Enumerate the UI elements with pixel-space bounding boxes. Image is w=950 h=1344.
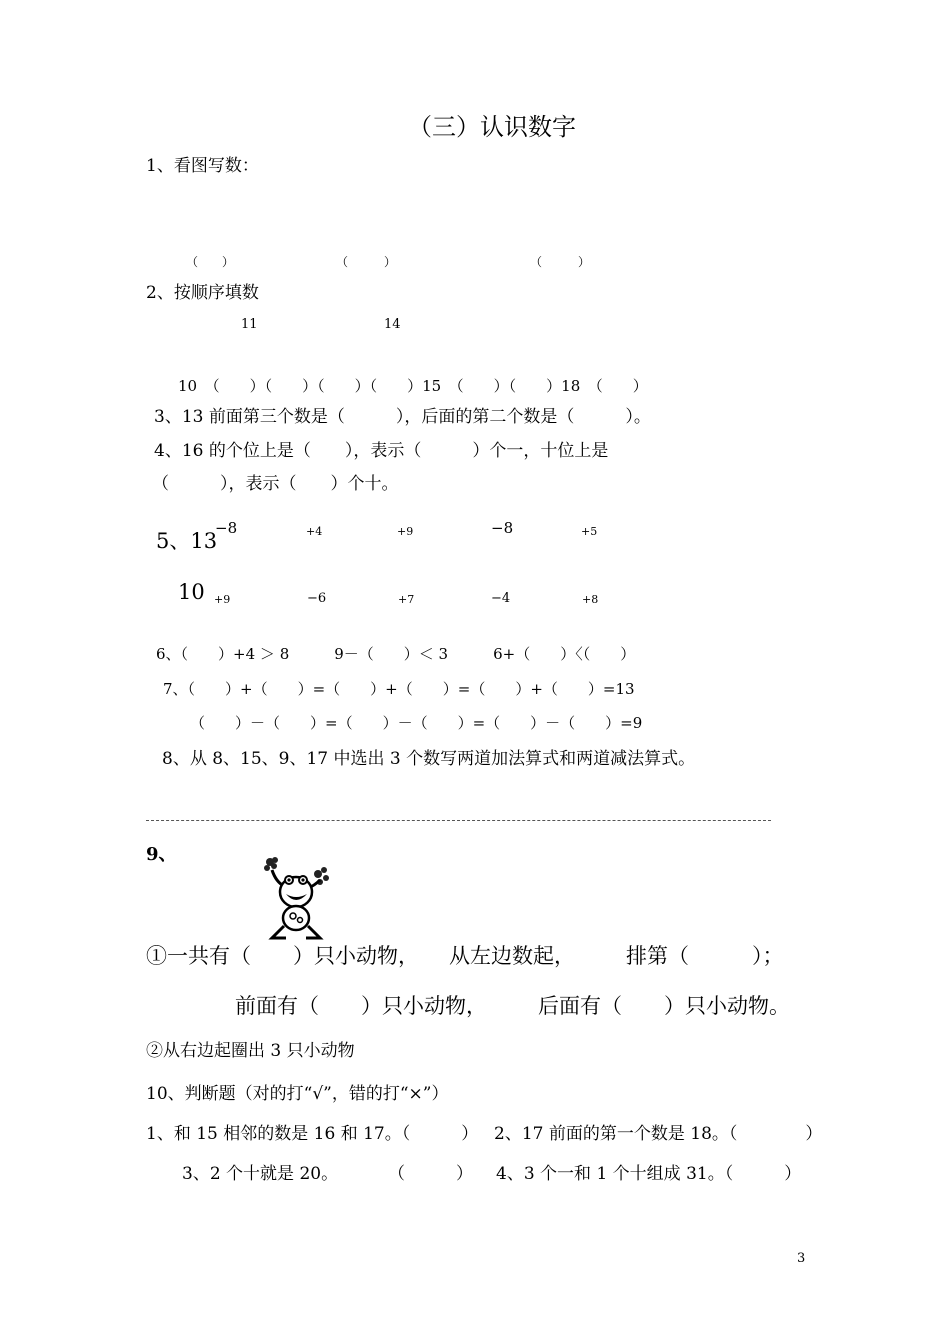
question-1-label: 1、看图写数：: [146, 156, 259, 176]
q5-op-2: +4: [306, 525, 323, 538]
question-7-line-1[interactable]: 7、（ ）+（ ）=（ ）+（ ）=（ ）+（ ）=13: [163, 680, 635, 698]
q9-line-1-a[interactable]: ①一共有（ ）只小动物，: [146, 944, 419, 968]
q5-op-5: +5: [581, 525, 598, 538]
q10-item-3: 3、2 个十就是 20。: [182, 1164, 339, 1184]
question-6[interactable]: 6、（ ）+4 ＞ 8 9－（ ）＜ 3 6+（ ）〈（ ）: [156, 645, 636, 663]
q9-line-3: ②从右边起圈出 3 只小动物: [146, 1041, 355, 1061]
q5-row-2-op-4: −4: [491, 591, 511, 606]
q9-line-2-a[interactable]: 前面有（ ）只小动物，: [235, 994, 487, 1018]
q2-top-number-14: 14: [384, 317, 401, 332]
question-5-label: 5、13: [156, 529, 218, 553]
q5-op-3: +9: [397, 525, 414, 538]
q5-row-2-op-3: +7: [398, 593, 415, 606]
q1-blank-2[interactable]: （ ）: [336, 255, 397, 269]
q5-row-2-start: 10: [178, 580, 205, 604]
q10-item-2[interactable]: 2、17 前面的第一个数是 18。（ ）: [494, 1124, 823, 1144]
page-title: （三）认识数字: [408, 113, 576, 141]
q9-line-1-c[interactable]: 排第（ ）；: [626, 944, 784, 968]
q9-line-2-b[interactable]: 后面有（ ）只小动物。: [538, 994, 790, 1018]
q9-line-1-b: 从左边数起，: [449, 944, 575, 968]
q2-sequence[interactable]: 10 （ ）（ ）（ ）（ ）15 （ ）（ ）18 （ ）: [178, 377, 648, 395]
question-4-line-2[interactable]: （ ），表示（ ）个十。: [152, 474, 399, 494]
q5-op-4: −8: [491, 519, 514, 537]
dashed-divider: [146, 820, 771, 821]
q5-row-2-op-1: +9: [214, 593, 231, 606]
q5-row-2-op-5: +8: [582, 593, 599, 606]
frog-holding-flowers-icon: [262, 856, 332, 942]
question-9-label: 9、: [146, 844, 177, 865]
question-3[interactable]: 3、13 前面第三个数是（ ），后面的第二个数是（ ）。: [154, 407, 651, 427]
q5-op-1: −8: [215, 519, 238, 537]
question-8: 8、从 8、15、9、17 中选出 3 个数写两道加法算式和两道减法算式。: [162, 749, 696, 769]
q10-item-3-blank[interactable]: （ ）: [388, 1164, 473, 1184]
q10-item-4[interactable]: 4、3 个一和 1 个十组成 31。（ ）: [496, 1164, 802, 1184]
question-2-label: 2、按顺序填数: [146, 283, 259, 303]
q1-blank-1[interactable]: （ ）: [186, 255, 235, 269]
question-4-line-1[interactable]: 4、16 的个位上是（ ），表示（ ）个一，十位上是: [154, 441, 609, 461]
q2-top-number-11: 11: [241, 317, 258, 332]
q1-blank-3[interactable]: （ ）: [530, 255, 591, 269]
question-7-line-2[interactable]: （ ）－（ ）=（ ）－（ ）=（ ）－（ ）=9: [190, 714, 643, 732]
q5-row-2-op-2: −6: [307, 591, 327, 606]
page-number: 3: [797, 1251, 806, 1266]
question-10-label: 10、判断题（对的打“√”，错的打“×”）: [146, 1084, 449, 1104]
q10-item-1[interactable]: 1、和 15 相邻的数是 16 和 17。（ ）: [146, 1124, 479, 1144]
